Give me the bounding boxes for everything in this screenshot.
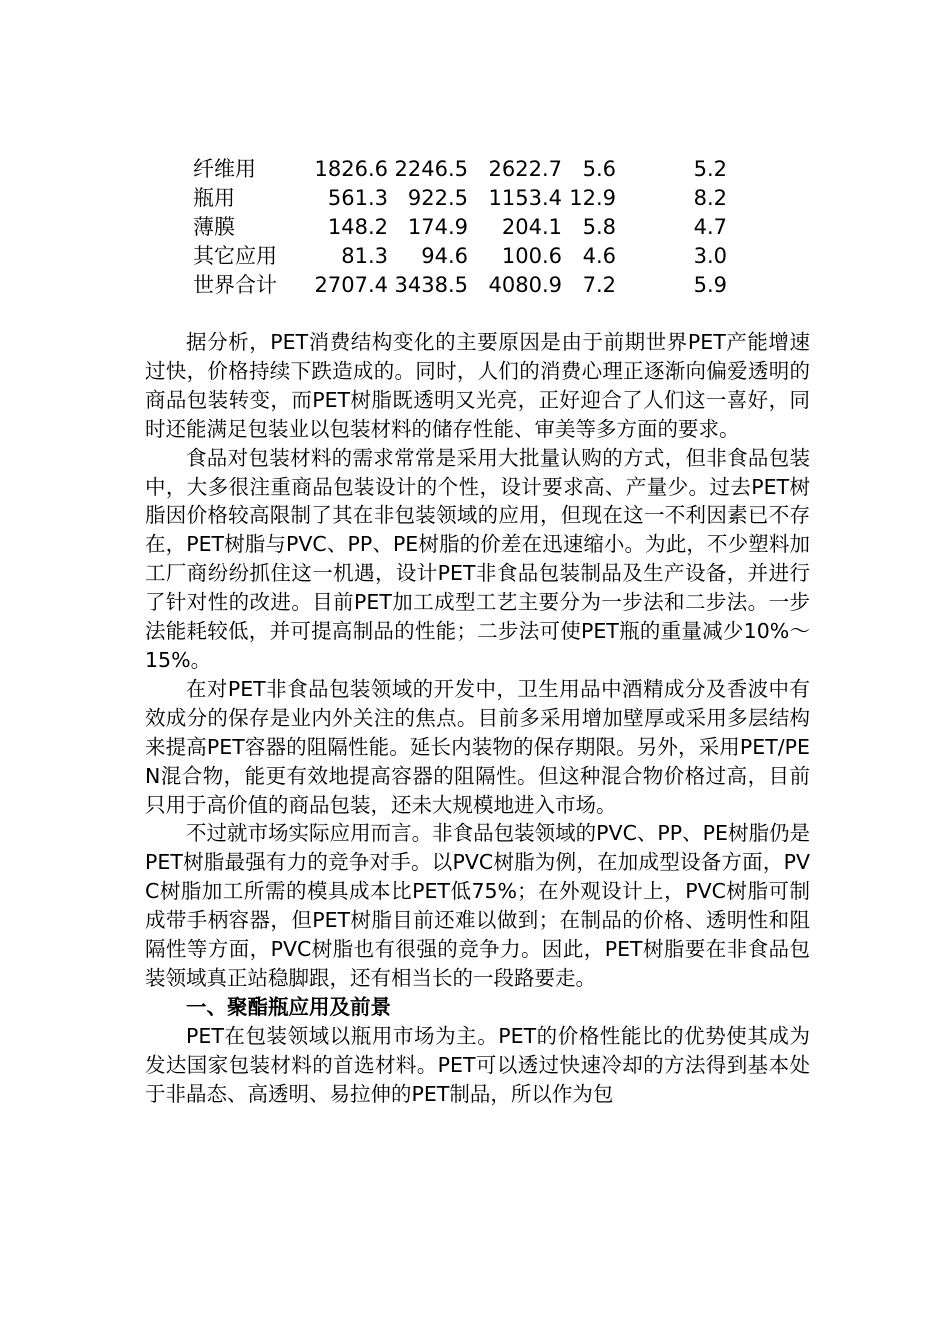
table-cell: 2707.4 <box>314 273 388 297</box>
table-row <box>193 184 727 213</box>
table-cell: 12.9 <box>569 186 616 210</box>
table-cell: 2622.7 <box>488 157 562 181</box>
paragraph: 据分析，PET消费结构变化的主要原因是由于前期世界PET产能增速过快，价格持续下跌造成的。同时，人们的消费心理正逐渐向偏爱透明的商品包装转变，而PET树脂既透明又光亮，正好迎合了人们这一喜好，同时还能满足包装业以包装材料的储存性能、审美等多方面的要求。 <box>145 330 810 441</box>
table-cell: 2246.5 <box>394 157 468 181</box>
table-cell: 81.3 <box>341 244 388 268</box>
table-cell: 瓶用 <box>193 186 235 210</box>
table-cell: 4.6 <box>582 244 616 268</box>
table-cell: 561.3 <box>327 186 388 210</box>
table-cell: 其它应用 <box>193 244 277 268</box>
table-cell: 204.1 <box>501 215 562 239</box>
table-cell: 8.2 <box>693 186 727 210</box>
table-cell: 薄膜 <box>193 215 235 239</box>
table-cell: 922.5 <box>407 186 468 210</box>
table-cell: 纤维用 <box>193 157 256 181</box>
table-cell: 1826.6 <box>314 157 388 181</box>
table-cell: 1153.4 <box>488 186 562 210</box>
consumption-table <box>193 155 727 300</box>
paragraph: 在对PET非食品包装领域的开发中，卫生用品中酒精成分及香波中有效成分的保存是业内外关注的焦点。目前多采用增加壁厚或采用多层结构来提高PET容器的阻隔性能。延长内装物的保存期限。另外，采用PET/PEN混合物，能更有效地提高容器的阻隔性。但这种混合物价格过高，目前只用于高价值的商品包装，还未大规模地进入市场。 <box>145 676 810 817</box>
section-heading: 一、聚酯瓶应用及前景 <box>186 994 391 1019</box>
table-cell: 5.6 <box>582 157 616 181</box>
table-cell: 4080.9 <box>488 273 562 297</box>
table-cell: 3.0 <box>693 244 727 268</box>
table-row <box>193 155 727 184</box>
table-cell: 5.2 <box>693 157 727 181</box>
table-cell: 5.8 <box>582 215 616 239</box>
table-row <box>193 271 727 300</box>
paragraph: PET在包装领域以瓶用市场为主。PET的价格性能比的优势使其成为发达国家包装材料的首选材料。PET可以透过快速冷却的方法得到基本处于非晶态、高透明、易拉伸的PET制品，所以作为包 <box>145 1023 810 1106</box>
paragraph: 不过就市场实际应用而言。非食品包装领域的PVC、PP、PE树脂仍是PET树脂最强有力的竞争对手。以PVC树脂为例，在加成型设备方面，PVC树脂加工所需的模具成本比PET低75%；在外观设计上，PVC树脂可制成带手柄容器，但PET树脂目前还难以做到；在制品的价格、透明性和阻隔性等方面，PVC树脂也有很强的竞争力。因此，PET树脂要在非食品包装领域真正站稳脚跟，还有相当长的一段路要走。 <box>145 821 810 990</box>
table-row <box>193 213 727 242</box>
table-cell: 100.6 <box>501 244 562 268</box>
table-cell: 世界合计 <box>193 273 277 297</box>
table-cell: 148.2 <box>327 215 388 239</box>
table-cell: 174.9 <box>407 215 468 239</box>
table-cell: 7.2 <box>582 273 616 297</box>
table-cell: 3438.5 <box>394 273 468 297</box>
paragraph: 食品对包装材料的需求常常是采用大批量认购的方式，但非食品包装中，大多很注重商品包装设计的个性，设计要求高、产量少。过去PET树脂因价格较高限制了其在非包装领域的应用，但现在这一不利因素已不存在，PET树脂与PVC、PP、PE树脂的价差在迅速缩小。为此，不少塑料加工厂商纷纷抓住这一机遇，设计PET非食品包装制品及生产设备，并进行了针对性的改进。目前PET加工成型工艺主要分为一步法和二步法。一步法能耗较低，并可提高制品的性能；二步法可使PET瓶的重量减少10%～15%。 <box>145 445 810 672</box>
body-text <box>145 328 810 1108</box>
table-cell: 5.9 <box>693 273 727 297</box>
table-cell: 94.6 <box>421 244 468 268</box>
table-row <box>193 242 727 271</box>
table-cell: 4.7 <box>693 215 727 239</box>
